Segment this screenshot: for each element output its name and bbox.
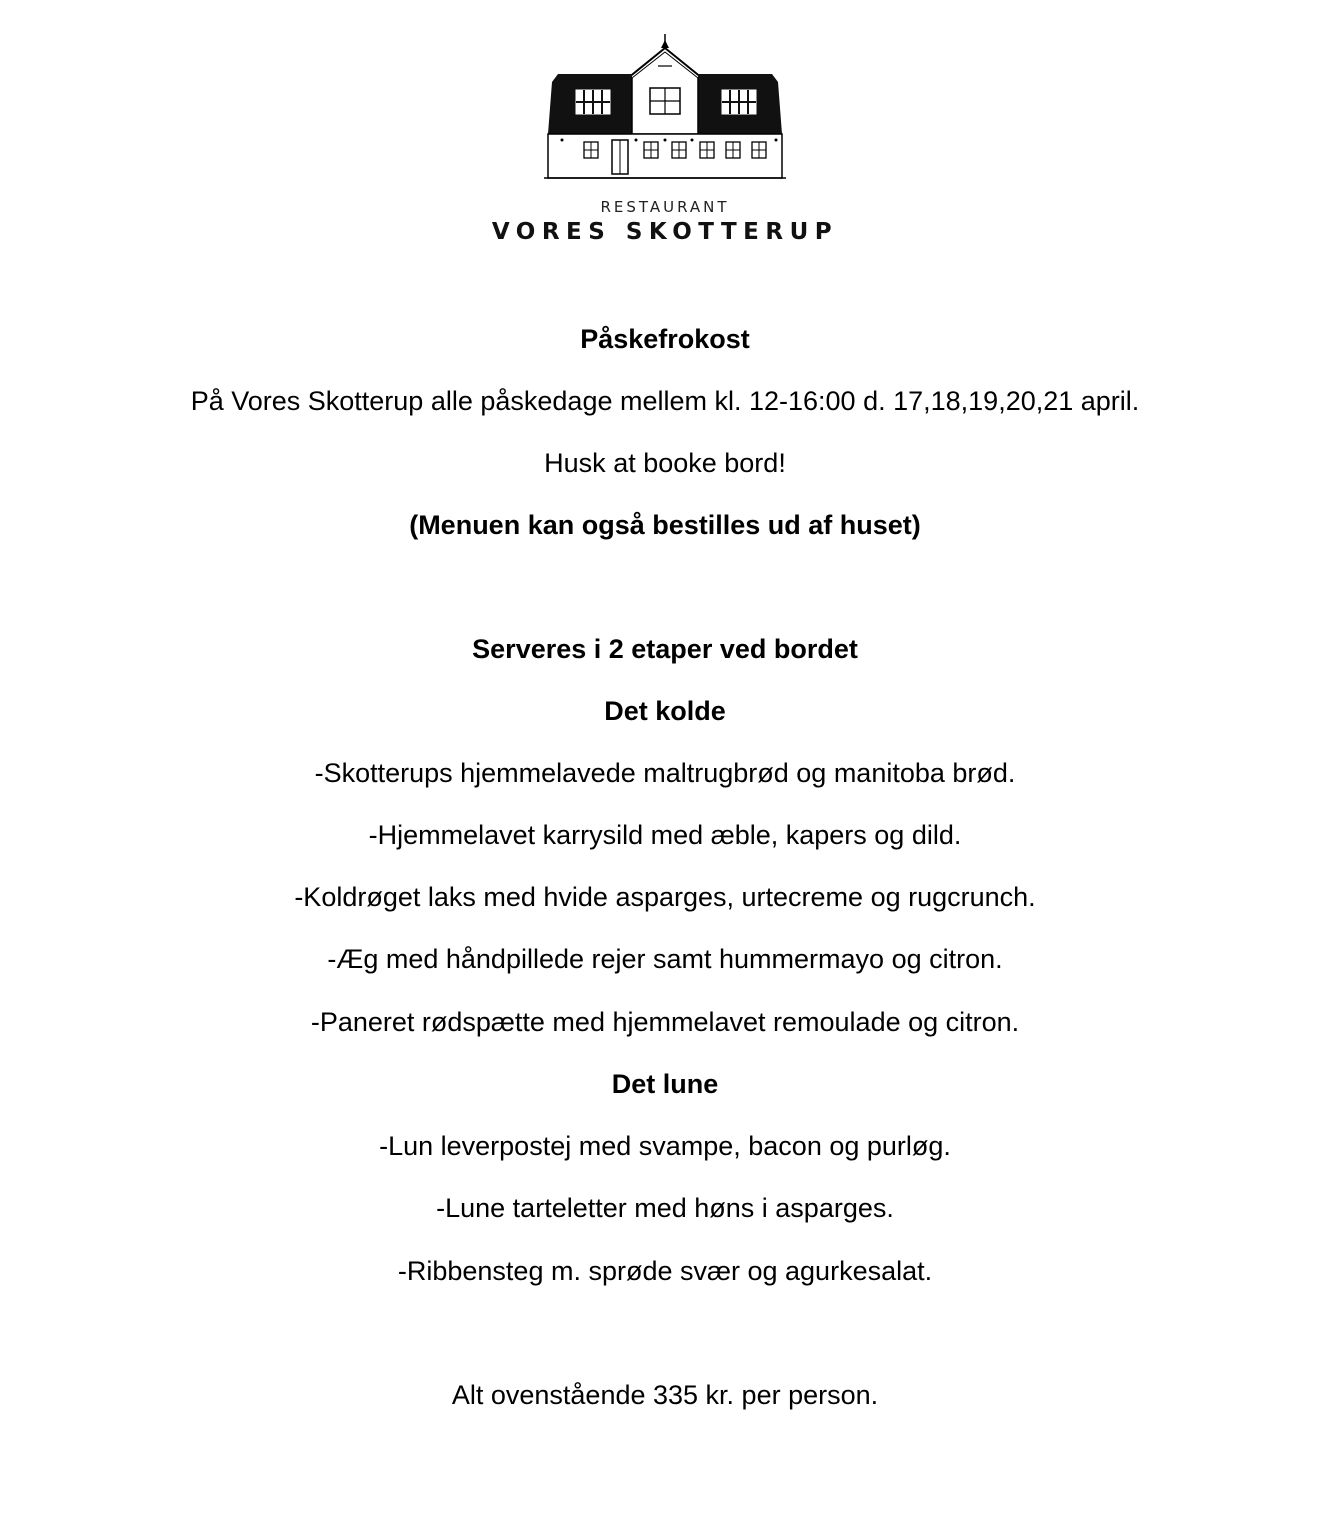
warm-menu-item: -Ribbensteg m. sprøde svær og agurkesalat.	[397, 1256, 933, 1286]
warm-section-heading: Det lune	[611, 1069, 719, 1099]
cold-menu-item: -Paneret rødspætte med hjemmelavet remoulade og citron.	[310, 1007, 1020, 1037]
restaurant-logo-house-icon	[540, 32, 792, 184]
intro-text: På Vores Skotterup alle påskedage mellem kl. 12-16:00 d. 17,18,19,20,21 april.	[190, 386, 1140, 416]
page-title: Påskefrokost	[580, 324, 750, 354]
cold-menu-item: -Æg med håndpillede rejer samt hummermayo og citron.	[327, 944, 1003, 974]
house-icon	[540, 32, 792, 184]
cold-menu-item: -Hjemmelavet karrysild med æble, kapers og dild.	[368, 820, 962, 850]
price-text: Alt ovenstående 335 kr. per person.	[451, 1380, 879, 1410]
logo-restaurant-name: VORES SKOTTERUP	[491, 219, 839, 245]
booking-note: Husk at booke bord!	[544, 448, 786, 478]
takeaway-note: (Menuen kan også bestilles ud af huset)	[409, 510, 921, 540]
warm-menu-item: -Lun leverpostej med svampe, bacon og purløg.	[379, 1131, 951, 1161]
warm-menu-item: -Lune tarteletter med høns i asparges.	[436, 1193, 894, 1223]
logo-restaurant-label: RESTAURANT	[600, 198, 730, 216]
cold-menu-item: -Koldrøget laks med hvide asparges, urtecreme og rugcrunch.	[294, 882, 1036, 912]
serving-heading: Serveres i 2 etaper ved bordet	[472, 634, 858, 664]
cold-menu-item: -Skotterups hjemmelavede maltrugbrød og manitoba brød.	[314, 758, 1016, 788]
cold-section-heading: Det kolde	[604, 696, 726, 726]
